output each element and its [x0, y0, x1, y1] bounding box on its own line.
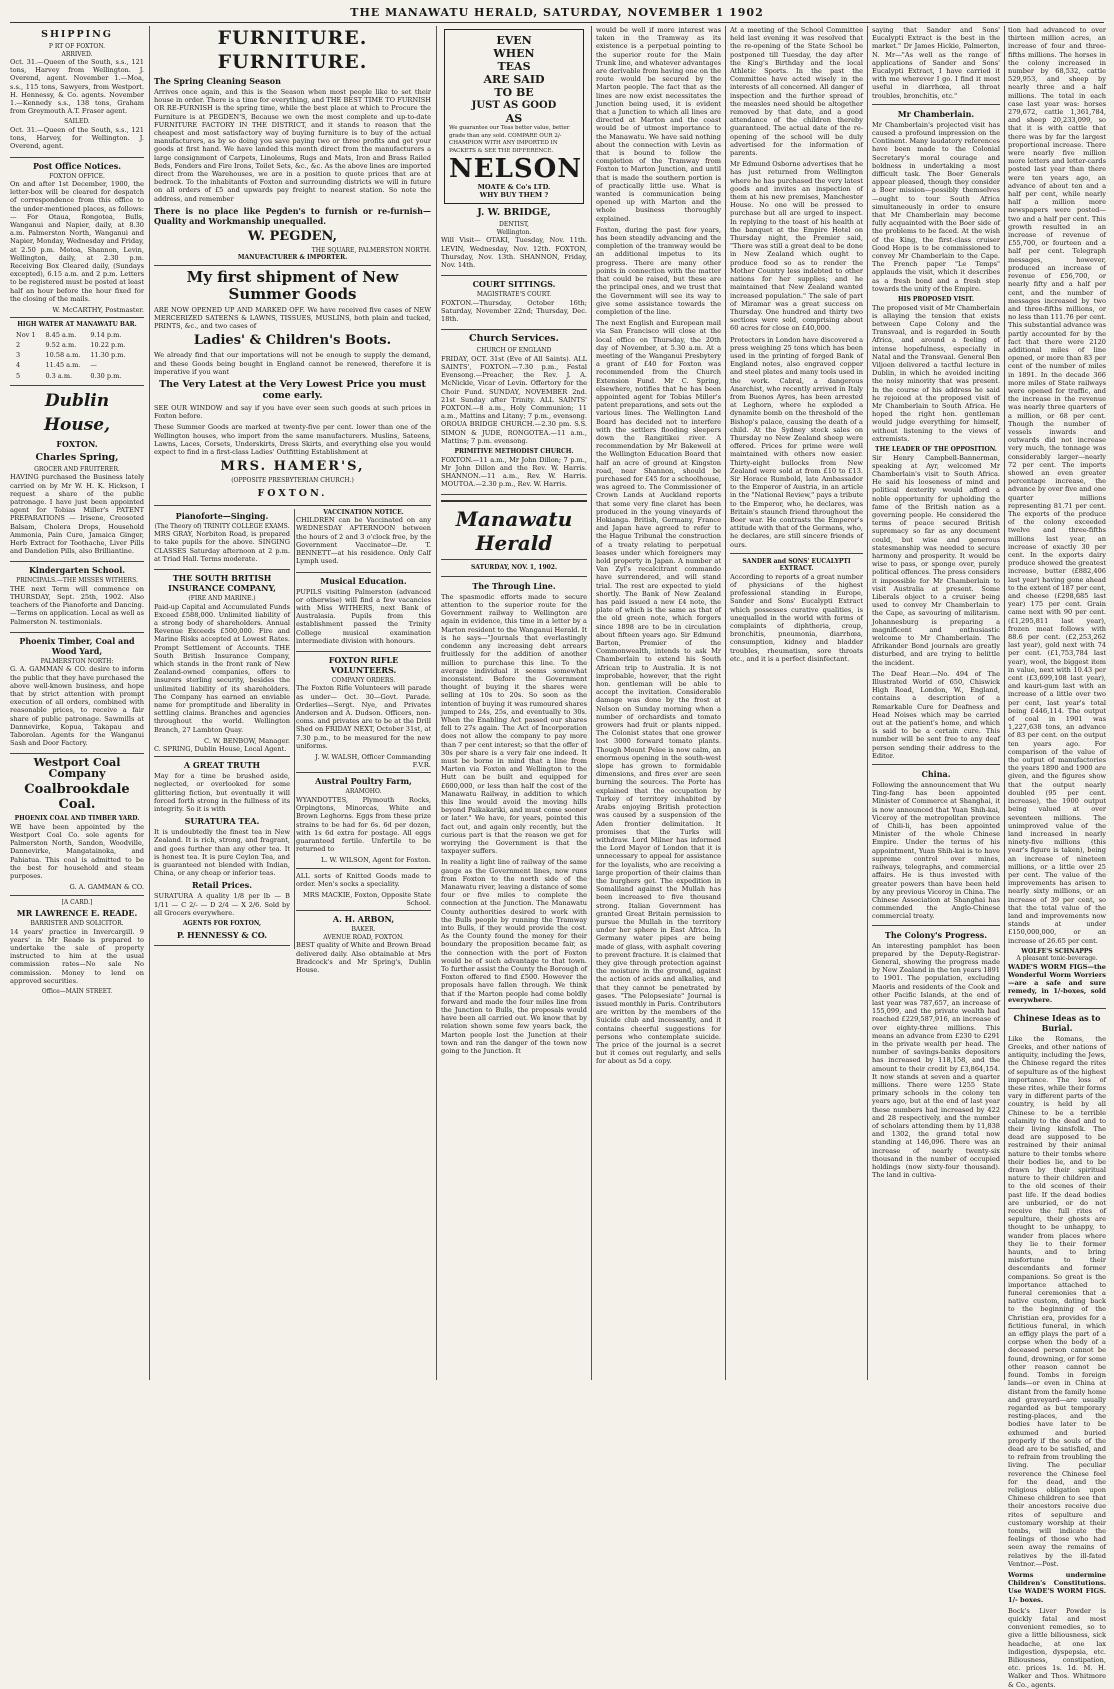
- summer-goods-ad: [154, 269, 431, 506]
- pegden-trade: MANUFACTURER & IMPORTER.: [237, 254, 348, 262]
- sander-testimonial: saying that Sander and Sons' Eucalypti Extract is the best in the market." Dr James Hickie, Palmerton, N. Mr—"As well as the range of applications of Sander and Sons' Eucalypti Extract, I have carried it with me wherever I go. I find it most useful in diarrhœa, all throat troubles, bronchitis, etc.": [872, 26, 1000, 100]
- tide-title: HIGH WATER AT MANAWATU BAR.: [17, 321, 137, 329]
- poultry-place: ARAMOHO.: [345, 788, 382, 796]
- knitting-ad: [296, 872, 431, 912]
- chinese-burial-text: Like the Romans, the Greeks, and other nations of antiquity, including the Jews, the Chinese regard the rites of sepulture as of the highest importance. The loss of these rites, while their forms vary in different parts of the country, is held by all Chinese to be a terrible calamity to the dead and to their living kinsfolk. The dead are supposed to be restrained by their animal nature to their tombs where their bodies lie, and to be drawn by their spiritual nature to their children and to the old scenes of their past life. If the dead bodies are unburied, or do not receive the full rites of sepulture, their ghosts are thought to be unhappy, to wander from places where they lie to their former haunts, and to bring misfortune to their descendants and former companions. So great is the importance attached to funeral ceremonies that a native custom, dating back to the beginning of the Christian era, provides for a fictitious funeral, in which an effigy plays the part of a corpse when the body of a deceased person cannot be found, drowning, or for some other reason cannot be found. Tombs in foreign lands—or even in China at distant from the family home and graveyard—are usually regarded as but temporary resting-places, and the bodies have later to be exhumed and buried properly if the souls of the dead are to be satisfied, and to refrain from troubling the living. The peculiar reverence the Chinese feel for the dead, and the religious obligation upon Chinese children to see that their ancestors receive due rites of sepulture and customary worship at their tombs, will indicate the feelings of those who had seen away the remains of relatives by the ill-fated Ventnor.—Post.: [1008, 1034, 1106, 1568]
- rule: [872, 104, 1000, 105]
- tide-cell: Nov 1: [16, 330, 36, 339]
- pegden-address: THE SQUARE, PALMERSTON NORTH.: [311, 246, 431, 254]
- retail-title: Retail Prices.: [192, 880, 252, 891]
- column-3: [441, 26, 587, 1382]
- vacc-body: CHILDREN can be Vaccinated on any WEDNESDAY AFTERNOON between the hours of 2 and 3 o'clock free, by the Government Vaccinator—Dr. T. BENNETT—at his residence. Only Calf Lymph used.: [296, 516, 431, 566]
- nelson-line: JUST AS GOOD: [471, 100, 557, 111]
- furniture-ad: [154, 26, 431, 266]
- column-2a: [154, 509, 295, 949]
- tide-cell: 11.30 p.m.: [90, 351, 126, 360]
- bridge-name: J. W. BRIDGE,: [477, 207, 551, 219]
- church-body: FRIDAY, OCT. 31st (Eve of All Saints). ALL SAINTS', FOXTON.—7.30 p.m., Festal Evensong.—Preacher, the Rev. J. A. McNickle, Vicar of Levin. Offertory for the Choir Fund. SUNDAY, NOVEMBER 2nd. 21st Sunday after Trinity. ALL SAINTS' FOXTON.—8 a.m., Holy Communion; 11 a.m., Mattins and Litany; 7 p.m., evensong. OROUA BRIDGE CHURCH.—2.30 pm. S.S. SIMON & JUDE, RONGOTEA.—11 a.m., Mattins; 7 p.m. evensong.: [441, 354, 587, 445]
- suratura-title: SURATURA TEA.: [184, 816, 260, 827]
- post-title: Post Office Notices.: [32, 160, 122, 171]
- primitive-title: PRIMITIVE METHODIST CHURCH.: [454, 448, 574, 456]
- tide-row: [12, 341, 129, 349]
- reade-card: [10, 899, 144, 996]
- piano-ad: [154, 511, 290, 570]
- nelson-line: AS: [505, 112, 523, 125]
- rifle-subtitle: COMPANY ORDERS.: [331, 676, 396, 684]
- pegden-name: W. PEGDEN,: [247, 228, 338, 244]
- church-services: [441, 333, 587, 495]
- vacc-title: VACCINATION NOTICE.: [323, 508, 404, 516]
- window-text: SEE OUR WINDOW and say if you have ever seen such goods at such prices in Foxton before.: [154, 404, 431, 421]
- vaccination-ad: [296, 509, 431, 573]
- spring-body: HAVING purchased the Business lately carried on by Mr W. H. K. Hickson, I request a share of the public patronage. I have just been appointed agent for Tobias Miller's PATENT PREPARATIONS — Irisene, Creosoted Balsam, Cholera Drops, Household Ammonia, Pain Cure, Jamaica Ginger, Herb Extract for Toothache, Liver Pills and Dandelion Pills, also Brilliantine.: [10, 473, 144, 556]
- card-label: [A CARD.]: [61, 898, 93, 906]
- chamberlain-title: Mr Chamberlain.: [897, 108, 975, 119]
- arbon-ad: [296, 914, 431, 974]
- china-text: Following the announcement that Wu Ting-fang has been appointed Minister of Commerce at Shanghai, it is now announced that Yuan Shih-kai, Viceroy of the metropolitan province of Chili-li, has been appointed Minister of the whole Chinese Empire. Under the terms of his appointment, Yuan Shih-kai is to have supreme control over mines, railways, telegraphs, and commercial affairs. He is thus invested with greater powers than have been held by any previous Viceroy in China. The Chinese Association at Shanghai has commended the Anglo-Chinese commercial treaty.: [872, 781, 1000, 921]
- sbi-signature: C. W. BENBOW, Manager.: [204, 736, 290, 745]
- spring-name: Charles Spring,: [35, 451, 119, 463]
- herald-date: SATURDAY, NOV. 1, 1902.: [470, 564, 558, 572]
- tide-cell: 0.3 a.m.: [45, 371, 73, 380]
- rifle-ad: [296, 655, 431, 774]
- summer-body: ARE NOW OPENED UP AND MARKED OFF. We have received five cases of NEW MERCERIZED SATEENS & LAWNS, TISSUES, MUSLINS, both plain and tucked, PRINTS, &c., and two cases of: [154, 305, 431, 331]
- local-news-1: The next English and European mail via San Francisco will close at the local office on Thursday, the 20th day of November, at 5.30 a.m. At a meeting of the Wanganui Presbytery a grant of £40 for Foxton was recommended from the Church Extension Fund. Mr C. Spring, elsewhere, notifies that he has been appointed agent for Tobias Miller's patent preparations, and sets out the various lines. The Wellington Land Board has decided not to interfere with the settlers flooding sleepers down the Rangitikei river. A recommendation by Mr Bakewell at the Wellington Education Board that half an acre of ground at Kingston road, near Shannon, should be purchased for £45 for a schoolhouse, was agreed to. The Commissioner of Crown Lands at Auckland reports that some very fine claret has been produced in the young vineyards of Hokianga. British, Germany, France and Japan have agreed to refer to the Hague Tribunal the construction of a treaty relating to perpetual leases under which foreigners may hold property in Japan. A number at Van Zyl's recalcitrant commando have surrendered, and will stand trial. The rest are expected to yield shortly. The Bank of New Zealand has paid issued a new £4 note, the plate of which is the same as that of the old green note, which forgers since 1898 are to be in circulation about fifteen years ago. Sir Edmund Barton, Premier of the Commonwealth, intends to ask Mr Chamberlain to extend his South African trip to Australia. It is not improbable, however, that the right hon. gentleman will be able to accept the invitation. Considerable damage was done by the frost at Nelson on Sunday morning when a number of orchardists and tomato growers had fruit or plants nipped. The Colonist states that one grower lost 3000 forward tomato plants. Though Mount Pelee is now calm, an enormous opening in the south-west slope has grown to formidable dimensions, and fires ever are seen burning the sources. The Porte has explained that the occupation by Turkey of territory inhabited by Arabs enjoying British protection was caused by a suspension of the Aden frontier delimitation. It promises that the Turks will withdraw. Lord Milner has informed the Lord Mayor of London that it is unnecessary to appeal for assistance for the loyalists, who are receiving a large proportion of their claims than the burghers get. The expedition in Somaliland against the Mullah has been increased to five thousand strong. Italian Government has granted Great Britain permission to pursue the Mullah in the territory under her sphere in East Africa. In Germany water pipes are being made of glass, with asphalt covering to prevent fracture. It is claimed that they give through protection against the moisture in the ground, against the action of acids and alkalies, and that they cannot be penetrated by gases. "The Pelopsesiate" Journal is issued monthly in Paris. Contributors are written by the members of the Suicide club and incessantly, and it contains cheerful suggestions for persons who contemplate suicide. The price of the journal is a secret but it comes out regularly, and sells for about as 5d a copy.: [596, 319, 721, 1066]
- schnapps-title: WOLFE'S SCHNAPPS: [1021, 947, 1093, 955]
- rule: [1008, 1008, 1106, 1009]
- piano-body: MRS GRAY, Norbiton Road, is prepared to take pupils for the above. SINGING CLASSES Saturday afternoon at 2 p.m. at Triad Hall. Terms moderate.: [154, 530, 290, 563]
- bridge-place: Wellington.: [496, 228, 532, 236]
- westport-signature: G. A. GAMMAN & CO.: [69, 883, 144, 892]
- nelson-guarantee: We guarantee our Teas better value, better grade than any sold. COMPARE OUR 2/- CHAMPION WITH ANY IMPORTED IN PACKETS & SEE THE DIFFERENCE.: [449, 125, 570, 154]
- sbi-agent: C. SPRING, Dublin House, Local Agent.: [154, 745, 287, 754]
- poultry-body: WYANDOTTES, Plymouth Rocks, Orpingtons, Minorcas, White and Brown Leghorns. Eggs from these prize strains to be had for 6s. 6d per dozen, with 1s 6d extra for postage. All eggs guaranteed fertile. Unfertile to be returned to: [296, 795, 431, 854]
- dublin-place: FOXTON.: [56, 438, 98, 449]
- spring-cleaning-title: The Spring Cleaning Season: [154, 76, 281, 86]
- column-4: [596, 26, 721, 1382]
- westport-coal-ad: [10, 757, 144, 895]
- reade-name: MR LAWRENCE E. READE.: [16, 908, 138, 918]
- tide-table: [10, 321, 144, 386]
- tide-cell: 9.14 p.m.: [90, 330, 122, 339]
- arbon-name: A. H. ARBON,: [332, 914, 395, 925]
- court-sittings: [441, 279, 587, 330]
- tide-row: [12, 331, 129, 339]
- masthead: THE MANAWATU HERALD, SATURDAY, NOVEMBER 1 1902: [350, 6, 764, 19]
- tide-row: [12, 372, 129, 380]
- worms-title: Worms undermine Children's Constitutions. Use WADE'S WORM FIGS. 1/- boxes.: [1008, 1570, 1106, 1604]
- local-news-3: Mr Edmund Osborne advertises that he has just returned from Wellington where he has purchased the very latest goods and invites an inspection of them at his new premises, Manchester House. No one will be pressed to purchase but all are urged to inspect. In replying to the toast of his health at the banquet at the Empire Hotel on Thursday night, the Premier said, "There was still a great deal to be done in New Zealand which ought to produce food so as to render the Mother Country less indebted to other nations for her supplies; and he maintained that New Zealand wanted increased population." The sale of part of Miramar was a great success on Thursday. One hundred and thirty two sections were sold, comprising about 60 acres for close on £40,000.: [730, 160, 863, 333]
- poultry-ad: [296, 776, 431, 868]
- rifle-signature: J. W. WALSH, Officer Commanding F.V.R.: [315, 753, 431, 770]
- hamer-place: FOXTON.: [257, 487, 328, 499]
- column-divider: [436, 26, 437, 1380]
- tide-cell: 9.52 a.m.: [45, 340, 77, 349]
- column-7: [1008, 26, 1106, 1689]
- dublin-title: Dublin House,: [43, 390, 111, 435]
- summer-body-3: These Summer Goods are marked at twenty-five per cent. lower than one of the Wellington houses, who import from the same manufacturers. Muslins, Sateens, Lawns, Laces, Corsets, Underskirts, Dress Skirts, and everything else you would expect to find in a first-class Ladies' Outfitting Establishment at: [154, 423, 431, 457]
- arrived-text: Oct. 31.—Queen of the South, s.s., 121 tons, Harvey from Wellington. J. Overend, agent. November 1.—Moa, s.s., 115 tons, Sawyers, from Westport. H. Hennessy, & Co. agents. November 1.—Kennedy s.s., 138 tons, Graham from Greymouth A.T. Fraser agent.: [10, 58, 144, 116]
- furniture-bold: There is no place like Pegden's to furnish or re-furnish—Quality and Workmanship unequalled.: [154, 205, 431, 226]
- westport-body: WE have been appointed by the Westport Coal Co. sole agents for Palmerston North, Sandon, Woodville, Dannevirke, Mangatainoka, and Pahiatua. This coal is admitted to be the best for household and steam purposes.: [10, 822, 144, 881]
- music-body: PUPILS visiting Palmerston (advanced or otherwise) will find a few vacancies with Miss WITHERS, next Bank of Australasia. Pupils from this establishment passed the Trinity College musical examination intermediate division with honours.: [296, 587, 431, 645]
- court-title: COURT SITTINGS.: [472, 279, 556, 290]
- column-divider: [149, 26, 150, 1380]
- sailed-label: SAILED.: [64, 118, 90, 126]
- wade-body: WADE'S WORM FIGS—the Wonderful Worm Worriers—are a safe and sure remedy, in 1/-boxes, sold everywhere.: [1008, 962, 1106, 1004]
- shipping-subtitle: P RT OF FOXTON.: [48, 43, 106, 50]
- rifle-title: FOXTON RIFLE VOLUNTEERS.: [328, 654, 399, 675]
- nelson-line: TO BE: [494, 86, 534, 99]
- truth-title: A GREAT TRUTH: [183, 760, 261, 771]
- kinder-title: Kindergarten School.: [28, 565, 126, 576]
- boots-title: Ladies' & Children's Boots.: [193, 333, 392, 349]
- progress-text: An interesting pamphlet has been prepared by the Deputy-Registrar-General, showing the progress made by New Zealand in the ten years 1891 to 1901. The population, excluding Maoris and residents of the Cook and other Pacific Islands, at the end of last year was 787,657, an increase of 155,099, and the private wealth had reached £229,587,916, an increase of over eighty-three millions. This means an advance from £230 to £291 in the private wealth per head. The number of savings-banks depositors has increased by 118,158, and the amount to their credit by £3,864,154. It now stands at seven and a quarter millions. There were 1255 State primary schools in the colony ten years ago, but at the end of last year these numbers had increased by 422 and 28 respectively, and the number of scholars attending them by 11,838 and 1302, the grand total now standing at 146,096. There was an increase of nearly twenty-six thousand in the number of occupied holdings (now sixty-four thousand). The land in cultiva-: [872, 941, 1000, 1180]
- summer-body-2: We already find that our importations will not be enough to supply the demand, and these Goods being bought in England cannot be renewed, therefore it is imperative if you want: [154, 351, 431, 376]
- column-divider: [867, 26, 868, 1380]
- westport-subtitle: PHOENIX COAL AND TIMBER YARD.: [14, 815, 140, 823]
- leader-title: THE LEADER OF THE OPPOSITION.: [875, 446, 997, 454]
- schnapps-body: A pleasant tonic-beverage.: [1016, 955, 1098, 963]
- coalbrookdale-title: Coalbrookdale Coal.: [24, 782, 130, 813]
- court-subtitle: MAGISTRATE'S COURT.: [476, 291, 552, 299]
- local-news-4: Protectors in London have discovered a press weighing 25 tons which has been used in the printing of forged Bank of England notes, also engraved copper and steel plates and many tools used in the work. Cabral, a dangerous Anarchist, who recently arrived in Italy from Buenos Ayres, has been arrested at Leghorn, where he exploded a dynamite bomb on the threshold of the Bishop's palace, causing the death of a child. At the Sydney stock sales on Thursday no New Zealand sheep were offered. Prices for prime were well maintained with others now easier. Thirty-eight bullocks from New Zealand were sold at from £10 to £13. Sir Horace Rumbold, late Ambassador to the Emperor of Austria, in an article in the "National Review," pays a tribute to the Emperor, who, he declares, was Britain's staunch friend throughout the Boer war. He contrasts the Emperor's attitude with that of the Germans, who, he declares, are still sincere friends of ours.: [730, 335, 863, 549]
- nelson-line: EVEN: [496, 34, 532, 47]
- visit-text: The proposed visit of Mr Chamberlain is allaying the tension that exists between Cape Colony and the Transvaal, and is regarded in South Africa, and around a feeling of intense hopefulness, especially in Natal and the Transvaal. General Ben Viljoen delivered a tactful lecture in Dublin, in which he avoided inciting the noisy minority that was present. In the course of his address he said he rejoiced at the proposed visit of Mr Chamberlain to South Africa. He hoped the right hon. gentleman would judge everything for himself, without listening to the views of extremists.: [872, 303, 1000, 443]
- music-title: Musical Education.: [320, 575, 407, 586]
- phoenix-ad: [10, 636, 144, 755]
- nelson-name: NELSON: [449, 154, 583, 184]
- nelson-tea-ad: [444, 29, 584, 204]
- column-divider: [1004, 26, 1005, 1380]
- tide-cell: 11.45 a.m.: [45, 361, 81, 370]
- nelson-why: WHY BUY THEM ?: [479, 191, 549, 200]
- column-2: [154, 26, 431, 1382]
- bridge-trade: DENTIST,: [499, 221, 529, 229]
- furniture-body: Arrives once again, and this is the Season when most people like to set their house in order. There is a time for everything, and THE BEST TIME TO FURNISH OR RE-FURNISH is the spring time, while the best place at which to Procure the Furniture is at PEGDEN'S, Because we own the most complete and up-to-date FURNITURE FACTORY IN THE DISTRICT, and it stands to reason that the cheapest and most satisfactory way of buying furniture is to buy of the actual manufacturers, as by so doing you save paying two or three profits and get your goods at first hand. We have landed this month direct from the manufacturers a large consignment of Carpets, Linoleums, Rugs and Mats, Iron and Brass Railed Beds, Fenders and Fire Irons, Toilet Sets, &c., &c. As the above lines are imported direct from the Warehouses, we are in a position to quote prices that are at bedrock. To the inhabitants of Foxton and surrounding districts we will in future on all orders of £5 and upwards pay freight to nearest station. So note the address, and remember: [154, 88, 431, 203]
- through-line-text-2: In reality a light line of railway of the same gauge as the Government lines, now runs from Foxton to the north side of the Manawatu river, leaving a distance of some four or five miles to complete the connection at the Junction. The Manawatu County authorities desired to work with the Bulls people by running the Tramway into Bulls, if they would provide the cost. As the County found the money for their boundary the proposition became fair, as the connection with the port of Foxton would be of such advantage to that town. To further assist the County the Borough of Foxton offered to find £500. However the proposals have fallen through. We think that if the Marton people had come boldly forward and made the four miles line from the Junction to Bulls, the proposals would have been all carried out. We know that by relation shown some few years back, the Marton people lost the Junction at their town and ran the danger of the town now going to the Junction. It: [441, 858, 587, 1056]
- furniture-title: FURNITURE. FURNITURE.: [217, 27, 368, 73]
- leader-text: Sir Henry Campbell-Bannerman, speaking at Ayr, welcomed Mr Chamberlain's visit to South Africa. He said his looseness of mind and political dexterity would afford a noble opportunity for upholding the fame of the British nation as a governing people. He considered the terms of peace secured British supremacy so far as any document could, but wise and generous statesmanship was needed to secure harmony and prosperity. It would be wise to pass, or sponge over, purely political offences. The press considers it impossible for Mr Chamberlain to visit Australia at present. Some Liberals object to a cruiser being used to convey Mr Chamberlain to the Cape, as savouring of militarism. Johannesburg is preparing a magnificent and enthusiastic welcome to Mr Chamberlain. The Afrikander Bond journals are greatly disturbed, and are trying to belittle the incident.: [872, 453, 1000, 667]
- editorial-text-2: Foxton, during the past few years, has been steadily advancing and the completion of the tramway would be an additional impetus to its progress. There are many other points in connection with the matter that could be raised, but these are the principal ones, and we trust that the Government will see its way to give some assistance towards the completion of the line.: [596, 225, 721, 316]
- tide-row: [12, 351, 129, 359]
- progress-text-cont: tion had advanced to over thirteen million acres, an increase of four and three-fifths millions. The horses in the colony increased in number by 68,532, cattle 529,953, and sheep by nearly three and a half millions. The total in each case last year was: horses 279,672, cattle 1,361,784, and sheep 20,233,099, so that it is with cattle that there was by far the largest proportional increase. There were nearly five million more letters and letter-cards posted last year than there were ten years ago, an advance of about ten and a half per cent, while nearly half a million more newspapers were posted—two and a half per cent. This growth resulted in an increase of revenue of £55,700, or fourteen and a half per cent. Telegraph messages, however, produced an increase of revenue of £56,700, or nearly fifty and a half per cent, and the number of messages increased by two and three-fifths millions, or no less than 111.76 per cent. This substantial advance was partly accounted for by the fact that there were 2120 additional miles of line opened, or more than 83 per cent of the number of miles in 1891. In the decade 366 more miles of State railways were opened for traffic, and the increase in the revenue was nearly three quarters of a million, or 68 per cent. Though the number of vessels inwards and outwards did not increase very much, the tonnage was considerably larger—nearly 72 per cent. The imports showed an even greater percentage increase, the advance by over five and one quarter millions representing 81.71 per cent. The exports of the produce of the colony exceeded twelve and three-fifths millions last year, an increase of exactly 30 per cent. In the exports dairy produce showed the greatest increase, butter (£882,406 last year) having gone ahead to the extent of 187 per cent, and cheese (£298,685 last year) 175 per cent. Grain came next with 90 per cent. (£1,295,811 last year), frozen meat follows with 88.6 per cent. (£2,253,262 last year), gold next with 74 per cent. (£1,753,784 last year), wool, the biggest item in value, next with 10.43 per cent (£3,699,108 last year), and kauri-gum last with an increase of a little over two per cent, last year's total being £446,114. The output of coal in 1901 was 1,227,638 tons, an advance of 83 per cent. on the output ten years ago. For comparison of the value of the output of manufactories the years 1890 and 1900 are given, and the figures show that the output nearly doubled (95 per cent. increase), the 1900 output being valued at over seventeen millions. The unimproved value of the land increased in nearly ninety-five millions (this year's figure is taken), being an increase of nineteen millions, or a little over 25 per cent. The value of the improvements has arisen to nearly sixty millions, or an increase of 39 per cent, so that the total value of the land and improvements now stands at under £150,000,000, or an increase of 26.65 per cent.: [1008, 26, 1106, 945]
- tide-cell: 2: [16, 340, 21, 349]
- westport-title: Westport Coal Company: [33, 756, 121, 781]
- arrived-label: ARRIVED.: [61, 50, 93, 58]
- column-5: [730, 26, 863, 1382]
- through-line-title: The Through Line.: [472, 580, 556, 591]
- south-british-ad: [154, 573, 290, 757]
- nelson-line: TEAS: [497, 60, 531, 73]
- top-rule: [10, 22, 1104, 23]
- reade-role: BARRISTER AND SOLICITOR.: [30, 920, 124, 927]
- phoenix-body: G. A. GAMMAN & CO. desire to inform the public that they have purchased the above well-known business, and hope that by strict attention with prompt execution of all orders, combined with reasonable prices, to receive a fair share of public patronage. Sawmills at Dannevirke, Kopua, Takapau and Taborolan. Agents for the Wanganui Sash and Door Factory.: [10, 665, 144, 748]
- primitive-body: FOXTON.—11 a.m., Mr John Dillon; 7 p.m., Mr John Dillon and the Rev. W. Harris. SHANNON.—11 a.m., Rev. W. Harris. MOUTOA.—2.30 p.m., Rev. W. Harris.: [441, 455, 587, 489]
- nelson-lines: [449, 34, 579, 125]
- sbi-subtitle: (FIRE AND MARINE.): [188, 595, 256, 603]
- visit-title: HIS PROPOSED VISIT.: [898, 296, 974, 304]
- poultry-title: Austral Poultry Farm,: [315, 776, 412, 787]
- phoenix-place: PALMERSTON NORTH:: [40, 657, 114, 665]
- music-ad: [296, 576, 431, 652]
- through-line-text: The spasmodic efforts made to secure attention to the superior route for the Government railway to Wellington are again in evidence, this time in a letter by a Marton resident to the Wanganui Herald. It is he says—"Journals that everlastingly condemn any increasing debt arrears fruitlessly for the addition of another million to purchase this line. To the average individual it seems somewhat inconsistent. Before the Government thought of buying it the shares were selling at 10s to 20s. So soon as the intention of buying it was rumoured shares jumped to 24s, 25s, and eventually to 30s. When the Enabling Act passed our shares fell to 27s again. The Act of Incorporation does not allow the company to pay more than 7 per cent interest; so that the offer of 30s per share is a very fair one indeed. It must be borne in mind that a line from Marton via Foxton and Wellington to the Hutt can be built and equipped for £600,000, or less than half the cost of the Manawatu Railway, in addition to which this line would avoid the moving hills beyond Paikakariki, and must come sooner or later." We have, for years, pointed this fact out, and again only recently, but the curious part is that the reason we get for worrying the Government is that the taxpayer suffers.: [441, 592, 587, 856]
- poultry-signature: L. W. WILSON, Agent for Foxton.: [320, 856, 431, 865]
- kinder-body: THE next Term will commence on THURSDAY, Sept. 25th, 1902. Also teachers of the Pianoforte and Dancing.—Terms on application. Local as well as Palmerston N. testimonials.: [10, 584, 144, 626]
- rule: [872, 764, 1000, 765]
- tide-cell: —: [90, 361, 97, 370]
- arbon-trade: BAKER.: [351, 926, 376, 934]
- latest-title: The Very Latest at the Very Lowest Price you must come early.: [159, 379, 426, 402]
- tide-cell: 10.58 a.m.: [45, 351, 81, 360]
- retail-body: SURATURA A quality 1/8 per lb — B 1/11 — C 2/- — D 2/4 — X 2/6. Sold by all Grocers everywhere.: [154, 892, 290, 917]
- chamberlain-text: Mr Chamberlain's projected visit has caused a profound impression on the Continent. Many laudatory references have been made to the Colonial Secretary's moral courage and boldness in undertaking a most difficult task. The Boer Generals appear pleased, though they consider a Boer mission—possibly themselves—ought to tour South Africa simultaneously in order to ensure that Mr Chamberlain may become fully acquainted with the Boer side of the problems to be faced. At the wish of the King, the first-class cruiser Good Hope is to be commissioned to convey Mr Chamberlain to the Cape. The French paper "Le Temps" applauds the visit, which it describes as a fresh bond and a fresh step towards the unity of the Empire.: [872, 120, 1000, 293]
- shipping-section: [10, 29, 144, 158]
- kindergarten-ad: [10, 565, 144, 633]
- rifle-body: The Foxton Rifle Volunteers will parade as under— Oct. 30—Govt. Parade. Orderlies—Sergt. Nye, and Privates Anderson and A. Dudson. Officers, non-coms. and privates are to be at the Drill Shed on FRIDAY NEXT, October 31st, at 7.30 p.m., to be measured for the new uniforms.: [296, 684, 431, 750]
- tide-row: [12, 361, 129, 369]
- sox-body: ALL sorts of Knitted Goods made to order. Men's socks a speciality.: [296, 871, 431, 888]
- piano-subtitle: (The Theory of) TRINITY COLLEGE EXAMS.: [154, 522, 290, 530]
- bridge-body: Will Visit— OTAKI, Tuesday, Nov. 11th. LEVIN, Wednesday, Nov. 12th. FOXTON, Thursday, Nov. 13th. SHANNON, Friday, Nov. 14th.: [441, 236, 587, 270]
- tide-cell: 4: [16, 361, 21, 370]
- reade-body: 14 years' practice in Invercargill. 9 years' in Mr Reade is prepared to undertake the sale of property instructed to him at the usual commission rates—No sale No commission. Money to lend on approved securities.: [10, 927, 144, 985]
- tide-cell: 8.45 a.m.: [45, 330, 77, 339]
- china-title: China.: [921, 769, 951, 780]
- sbi-body: Paid-up Capital and Accumulated Funds Exceed £588,000. Unlimited liability of a strong body of shareholders. Annual Revenue Exceeds £500,000. Fire and Marine Risks accepted at Lowest Rates. Prompt Settlement of Accounts. THE South British Insurance Company, which stands in the front rank of New Zealand-owned companies, offers to insurers sterling security, besides the unlimited liability of its shareholders. The Company has earned an enviable name for promptitude and liberality in settling claims. Branches and agencies throughout the world. Wellington Branch, 27 Lambton Quay.: [154, 602, 290, 734]
- column-1: [10, 26, 144, 1382]
- deaf-text: The Deaf Hear.—No. 494 of The Illustrated World of 650, Chiswick High Road, London, W., England, contains a description of a Remarkable Cure for Deafness and Head Noises which may be carried out at the patient's home, and which is said to be a certain cure. This number will be sent free to any deaf person sending their address to the Editor.: [872, 669, 1000, 760]
- post-body: On and after 1st December, 1900, the letter-box will be cleared for despatch of correspondence from this office to the under-mentioned places, as follows:— For Otaua, Rongotea, Bulls, Wanganui and Napier, daily, at 8.30 a.m. Palmerston North, Wanganui and Napier, Monday, Wednesday and Friday, at 2.50 p.m. Motoa, Shannon, Levin, Wellington, daily, at 2.30 p.m. Receiving Box Cleared daily, (Sundays excepted), 6.15 a.m. and 2 p.m. Letters to be registered must be posted at least half an hour before the hour fixed for the closing of the mails.: [10, 180, 145, 303]
- nelson-line: ARE SAID: [483, 73, 545, 86]
- herald-title: Manawatu Herald: [455, 507, 573, 556]
- post-office-notices: [10, 161, 144, 319]
- agents-title: AGENTS FOR FOXTON,: [182, 920, 262, 928]
- hamer-name: MRS. HAMER'S,: [220, 459, 365, 475]
- arbon-address: AVENUE ROAD, FOXTON.: [323, 933, 404, 941]
- sbi-title: THE SOUTH BRITISH INSURANCE COMPANY,: [168, 573, 276, 594]
- court-body: FOXTON.—Thursday, October 16th; Saturday, November 22nd; Thursday, Dec. 18th.: [441, 298, 587, 324]
- tide-cell: 0.30 p.m.: [90, 371, 122, 380]
- sox-signature: MRS MACKIE, Foxton, Opposite State School.: [303, 890, 431, 908]
- tide-cell: 3: [16, 351, 21, 360]
- phoenix-title: Phoenix Timber, Coal and Wood Yard,: [19, 635, 135, 656]
- worms-body: Bock's Liver Powder is quickly fatal and most convenient remedies, so to give a little biliousness, sick headache, at one lax indigestion, dyspepsia, etc. Biliousness, constipation, etc. prices 1s. 1d. M. H. Walker and Thos. Whitmore & Co., agents.: [1008, 1606, 1106, 1689]
- nelson-company: MOATE & Co's LTD.: [477, 183, 551, 191]
- rule: [441, 500, 587, 502]
- arbon-body: BEST quality of White and Brown Bread delivered daily. Also obtainable at Mrs Bradcock's and Mr Spring's, Dublin House.: [296, 941, 431, 974]
- column-2b: [296, 509, 431, 974]
- shipping-title: SHIPPING: [41, 29, 113, 40]
- church-title: Church Services.: [469, 333, 559, 345]
- hamer-subtitle: (OPPOSITE PRESBYTERIAN CHURCH.): [231, 477, 354, 485]
- post-subtitle: FOXTON OFFICE.: [49, 172, 105, 180]
- chinese-burial-title: Chinese Ideas as to Burial.: [1013, 1012, 1101, 1033]
- rule: [730, 553, 863, 554]
- piano-title: Pianoforte—Singing.: [175, 510, 269, 521]
- spring-trade: GROCER AND FRUITERER.: [34, 465, 120, 473]
- sander-title: SANDER and SONS' EUCALYPTI EXTRACT.: [742, 557, 851, 573]
- editorial-text-1: would be well if more interest was taken in the Tramway as its existence is a perpetual pointing to the superior route for the Main Trunk line, and whatever advantages are derivable from having one on the route would be secured by the Marton people. The fact that as the lines are now exist necessitates the Junction being used, it is evident that a Junction to which all lines are directed at Marton and the coast would be of utmost importance to the Manawatu. We have said nothing about the connection with Levin as that is bound to follow the completion of the Tramway from Foxton to Marton Junction, and until that is made the southern portion is of practically little use. What is wanted is communication being opened up with Marton and the whole business thoroughly explained.: [596, 26, 721, 223]
- kinder-subtitle: PRINCIPALS.—THE MISSES WITHERS.: [16, 577, 138, 585]
- reade-office: Office—MAIN STREET.: [41, 987, 113, 995]
- tide-table-grid: [10, 329, 131, 382]
- agents-name: P. HENNESSY & CO.: [176, 929, 268, 940]
- local-news-2: At a meeting of the School Committee held last evening it was resolved that the re-opening of the State School be postponed till Tuesday, the day after the King's Birthday and the local Athletic Sports. In the past the Committee have acted wisely in the interests of all concerned. All danger of inspection and the further spread of the measles need should be altogether removed by that date, and a good attendance of the children thereby guaranteed. The actual date of the re-opening of the school will be duly advertised for the information of parents.: [730, 26, 863, 158]
- dublin-house-ad: [10, 389, 144, 563]
- rule: [872, 925, 1000, 926]
- suratura-body: It is undoubtedly the finest tea in New Zealand. It is rich, strong, and fragrant, and goes further than any other tea. It is honest tea. It is pure Ceylon Tea, and is guaranteed not blended with Indian, China, or any cheap or inferior teas.: [154, 828, 290, 878]
- nelson-line: WHEN: [493, 47, 535, 60]
- dentist-ad: [441, 207, 587, 276]
- tide-cell: 5: [16, 371, 21, 380]
- great-truth-ad: [154, 760, 290, 945]
- rule: [441, 576, 587, 577]
- column-divider: [591, 26, 592, 1380]
- truth-body: May for a time be brushed aside, neglected, or overlooked for some glittering fiction, but eventually it will forced forth strong in the fullness of its integrity. So it is with: [154, 772, 290, 814]
- church-subtitle: CHURCH OF ENGLAND: [476, 347, 552, 355]
- column-6: [872, 26, 1000, 1382]
- sailed-text: Oct. 31.—Queen of the South, s.s., 121 tons, Harvey, for Wellington. J. Overend, agent.: [10, 125, 144, 151]
- rule: [441, 559, 587, 560]
- post-signature: W. McCARTHY, Postmaster.: [52, 306, 144, 315]
- summer-title: My first shipment of New Summer Goods: [186, 267, 399, 303]
- sander-body: According to reports of a great number of physicians of the highest professional standing in Europe, Sander and Sons' Eucalypti Extract which possesses curative qualities, is unequalled in the world with forms of complaints of diphtheria, croup, bronchitis, pneumonia, diarrhœa, consumption, kidney and bladder troubles, rheumatism, sore throats etc., and it is a perfect disinfectant.: [730, 572, 863, 663]
- column-divider: [725, 26, 726, 1380]
- progress-title: The Colony's Progress.: [884, 929, 988, 940]
- tide-cell: 10.22 p.m.: [90, 340, 126, 349]
